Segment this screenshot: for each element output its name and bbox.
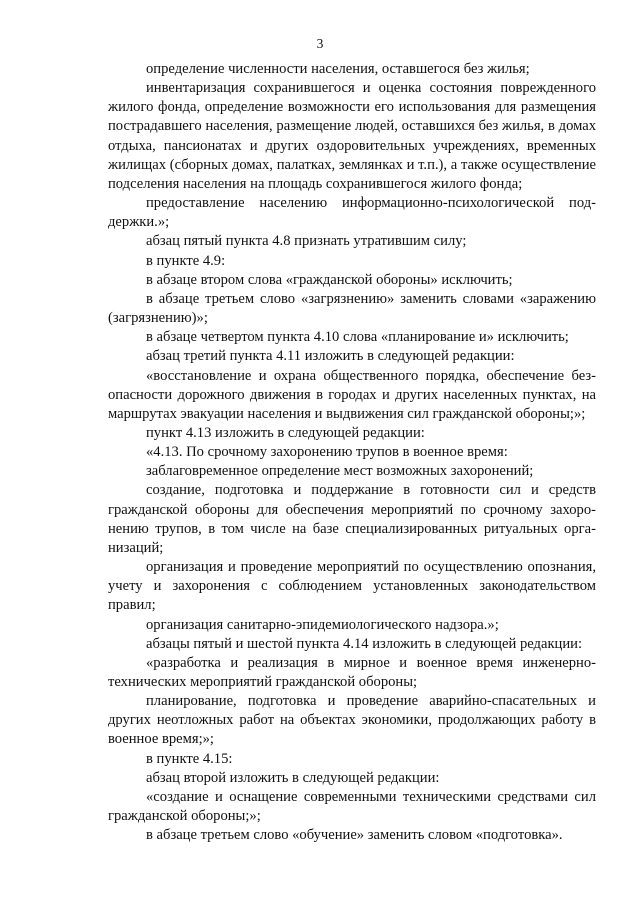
- paragraph-1: определение численности населения, оставшегося без жилья;: [146, 61, 530, 77]
- paragraph-3: предоставление населению информационно-психологической поддержки.»;: [108, 195, 596, 231]
- paragraph-10: «восстановление и охрана общественного порядка, обеспечение безопасности дорожного движения в городах и других населенных пунктах, на маршрутах эвакуации населения и выдвижения сил гражданской обороны;»;: [108, 367, 596, 422]
- paragraph-2: инвентаризация сохранившегося и оценка состояния поврежденного жилого фонда, определение возможности его использования для размещения пострадавшего населения, размещение людей, оставшихся без жилья, в домах отдыха, пансионатах и других оздоровительных учреждениях, временных жилищах (сборных домах, палатках, землянках и т.п.), а также осуществление подселения населения на площадь сохранившегося жилого фонда;: [108, 80, 596, 192]
- paragraph-22: «создание и оснащение современными техническими средствами сил гражданской обороны;»;: [108, 788, 596, 825]
- paragraph-5: в пункте 4.9:: [146, 252, 226, 269]
- paragraph-17: абзацы пятый и шестой пункта 4.14 изложить в следующей редакции:: [146, 635, 583, 652]
- paragraph-9: абзац третий пункта 4.11 изложить в следующей редакции:: [146, 348, 515, 365]
- paragraph-6: в абзаце втором слова «гражданской обороны» исключить;: [146, 271, 513, 288]
- document-body: [108, 60, 596, 845]
- paragraph-18: «разработка и реализация в мирное и военное время инженерно-технических мероприятий гражданской обороны;: [108, 654, 596, 690]
- paragraph-14: создание, подготовка и поддержание в готовности сил и средств гражданской обороны для обеспечения мероприятий по срочному захоронению трупов, в том числе на базе специализированных ритуальных организаций;: [108, 482, 596, 556]
- paragraph-7: в абзаце третьем слово «загрязнению» заменить словами «заражению (загрязнению)»;: [108, 290, 596, 327]
- paragraph-11: пункт 4.13 изложить в следующей редакции:: [146, 424, 425, 441]
- paragraph-12: «4.13. По срочному захоронению трупов в военное время:: [146, 444, 508, 461]
- paragraph-4: абзац пятый пункта 4.8 признать утратившим силу;: [146, 233, 467, 250]
- paragraph-15: организация и проведение мероприятий по осуществлению опознания, учету и захоронения с соблюдением установленных законодательством правил;: [108, 559, 596, 614]
- paragraph-16: организация санитарно-эпидемиологического надзора.»;: [146, 616, 499, 633]
- page-number: 3: [316, 36, 324, 51]
- paragraph-8: в абзаце четвертом пункта 4.10 слова «планирование и» исключить;: [146, 329, 569, 346]
- paragraph-19: планирование, подготовка и проведение аварийно-спасательных и других неотложных работ на объектах экономики, продолжающих работу в военное время;»;: [108, 693, 596, 748]
- paragraph-23: в абзаце третьем слово «обучение» заменить словом «подготовка».: [146, 827, 563, 844]
- paragraph-13: заблаговременное определение мест возможных захоронений;: [146, 463, 534, 480]
- paragraph-20: в пункте 4.15:: [146, 750, 233, 767]
- paragraph-21: абзац второй изложить в следующей редакции:: [146, 769, 440, 786]
